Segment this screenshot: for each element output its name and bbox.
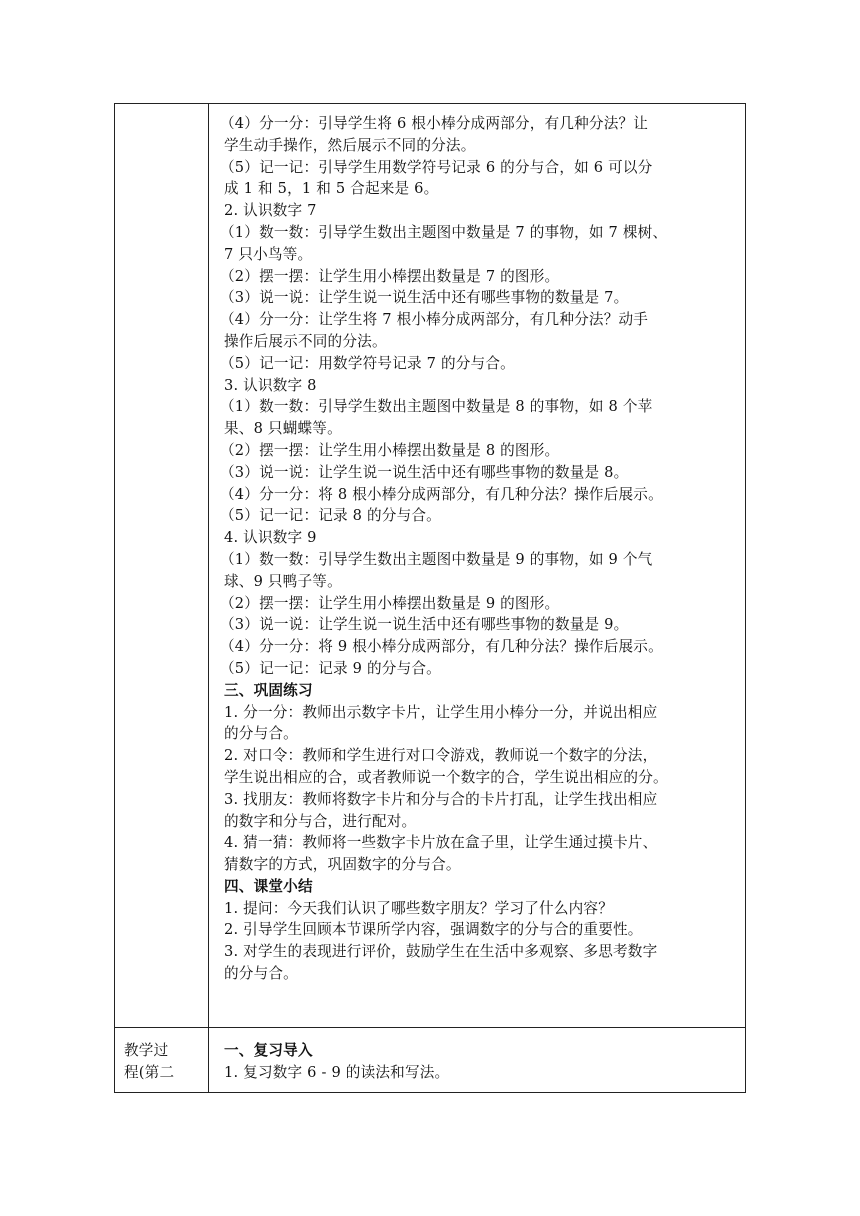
text-line: 猜数字的方式，巩固数字的分与合。 — [224, 856, 461, 874]
text-line: （3）说一说：让学生说一说生活中还有哪些事物的数量是 8。 — [220, 463, 629, 481]
row2-label-cell — [124, 1040, 200, 1084]
text-line: （4）分一分：将 8 根小棒分成两部分，有几种分法？操作后展示。 — [220, 485, 663, 503]
text-line: 2. 认识数字 7 — [224, 202, 317, 220]
text-line: 7 只小鸟等。 — [224, 245, 313, 263]
text-line: 操作后展示不同的分法。 — [224, 332, 387, 350]
text-line: （4）分一分：将 9 根小棒分成两部分，有几种分法？操作后展示。 — [220, 638, 663, 656]
text-line: 3. 找朋友：教师将数字卡片和分与合的卡片打乱，让学生找出相应 — [224, 790, 658, 808]
text-line: （5）记一记：引导学生用数学符号记录 6 的分与合，如 6 可以分 — [220, 158, 653, 176]
text-line: 果、8 只蝴蝶等。 — [224, 420, 342, 438]
table-row-divider — [114, 1027, 746, 1028]
text-line: （1）数一数：引导学生数出主题图中数量是 9 的事物，如 9 个气 — [220, 550, 653, 568]
table-column-divider — [208, 103, 209, 1093]
text-line: 3. 对学生的表现进行评价，鼓励学生在生活中多观察、多思考数字 — [224, 943, 658, 961]
text-line: （3）说一说：让学生说一说生活中还有哪些事物的数量是 7。 — [220, 289, 629, 307]
text-line: 学生动手操作，然后展示不同的分法。 — [224, 136, 476, 154]
text-line: 3. 认识数字 8 — [224, 376, 317, 394]
section-heading: 一、复习导入 — [224, 1042, 313, 1059]
text-line: 2. 引导学生回顾本节课所学内容，强调数字的分与合的重要性。 — [224, 921, 643, 939]
text-line: 1. 复习数字 6 - 9 的读法和写法。 — [224, 1063, 450, 1081]
text-line: （5）记一记：用数学符号记录 7 的分与合。 — [220, 354, 515, 372]
text-line: （2）摆一摆：让学生用小棒摆出数量是 9 的图形。 — [220, 594, 560, 612]
text-line: （2）摆一摆：让学生用小棒摆出数量是 8 的图形。 — [220, 441, 560, 459]
text-line: （5）记一记：记录 9 的分与合。 — [220, 659, 441, 677]
text-line: 2. 对口令：教师和学生进行对口令游戏，教师说一个数字的分法， — [224, 747, 658, 765]
text-line: 1. 提问：今天我们认识了哪些数字朋友？学习了什么内容？ — [224, 899, 614, 917]
text-line: 的分与合。 — [224, 965, 298, 983]
text-line: （4）分一分：引导学生将 6 根小棒分成两部分，有几种分法？让 — [220, 115, 649, 132]
text-line: 4. 猜一猜：教师将一些数字卡片放在盒子里，让学生通过摸卡片、 — [224, 834, 658, 852]
row-label-line: 教学过 — [124, 1042, 169, 1059]
text-line: （4）分一分：让学生将 7 根小棒分成两部分，有几种分法？动手 — [220, 311, 649, 329]
text-line: 4. 认识数字 9 — [224, 529, 317, 547]
text-line: （3）说一说：让学生说一说生活中还有哪些事物的数量是 9。 — [220, 616, 629, 634]
row2-content-cell — [224, 1040, 736, 1084]
section-heading: 三、巩固练习 — [224, 681, 313, 699]
text-line: 1. 分一分：教师出示数字卡片，让学生用小棒分一分，并说出相应 — [224, 703, 658, 721]
text-line: （5）记一记：记录 8 的分与合。 — [220, 507, 441, 525]
text-line: （2）摆一摆：让学生用小棒摆出数量是 7 的图形。 — [220, 267, 560, 285]
text-line: 学生说出相应的合，或者教师说一个数字的合，学生说出相应的分。 — [224, 768, 668, 786]
text-line: 的数字和分与合，进行配对。 — [224, 812, 417, 830]
section-heading: 四、课堂小结 — [224, 877, 313, 895]
row1-content-cell — [220, 113, 736, 985]
text-line: 成 1 和 5，1 和 5 合起来是 6。 — [224, 180, 439, 198]
text-line: 的分与合。 — [224, 725, 298, 743]
text-line: （1）数一数：引导学生数出主题图中数量是 7 的事物，如 7 棵树、 — [220, 223, 668, 241]
text-line: （1）数一数：引导学生数出主题图中数量是 8 的事物，如 8 个苹 — [220, 398, 653, 416]
text-line: 球、9 只鸭子等。 — [224, 572, 342, 590]
row-label-line: 程(第二 — [124, 1063, 175, 1081]
